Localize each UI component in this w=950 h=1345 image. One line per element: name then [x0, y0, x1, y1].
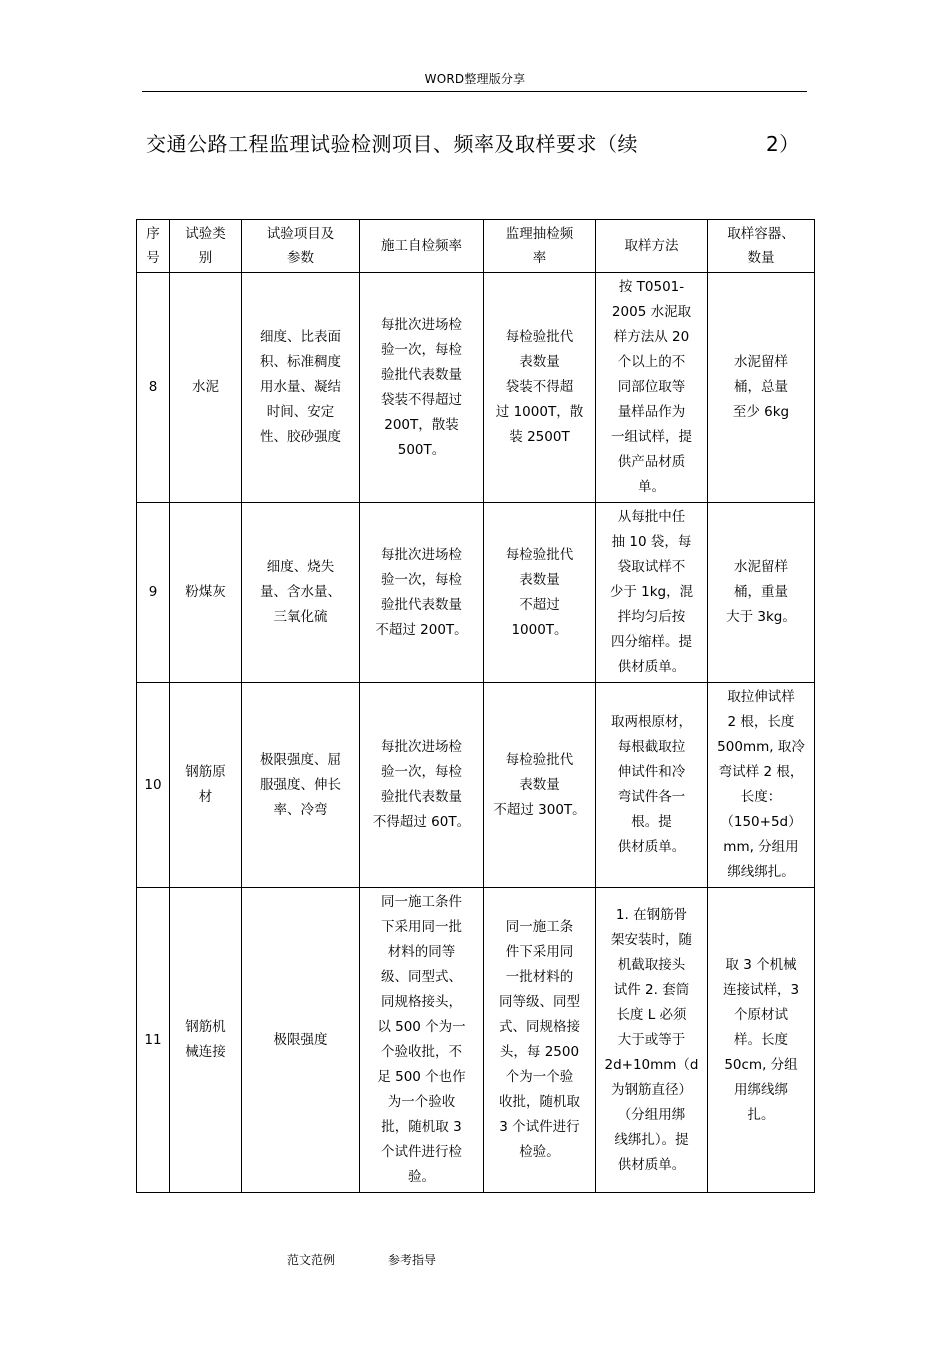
- col-header-category: 试验类 别: [170, 220, 242, 273]
- cell-supervision-frequency: 每检验批代 表数量 不超过 300T。: [484, 683, 596, 888]
- col-header-container: 取样容器、 数量: [708, 220, 815, 273]
- cell-category: 粉煤灰: [170, 503, 242, 683]
- table-row: [137, 503, 815, 683]
- table-row: [137, 273, 815, 503]
- cell-params: 极限强度: [242, 888, 360, 1193]
- cell-sampling-method: 1. 在钢筋骨 架安装时，随 机截取接头 试件 2. 套筒 长度 L 必须 大于或等于 2d+10mm（d 为钢筋直径） （分组用绑 线绑扎）。提 供材质单。: [596, 888, 708, 1193]
- cell-sampling-method: 取两根原材， 每根截取拉 伸试件和冷 弯试件各一 根。提 供材质单。: [596, 683, 708, 888]
- document-title-suffix: 2）: [766, 132, 800, 156]
- cell-container: 取拉伸试样 2 根，长度 500mm, 取冷 弯试样 2 根， 长度： （150+5d） mm, 分组用 绑线绑扎。: [708, 683, 815, 888]
- cell-container: 取 3 个机械 连接试样，3 个原材试 样。长度 50cm, 分组 用绑线绑 扎。: [708, 888, 815, 1193]
- col-header-params: 试验项目及 参数: [242, 220, 360, 273]
- cell-self-frequency: 每批次进场检 验一次，每检 验批代表数量 不超过 200T。: [360, 503, 484, 683]
- col-header-supervision-frequency: 监理抽检频 率: [484, 220, 596, 273]
- cell-params: 极限强度、屈 服强度、伸长 率、冷弯: [242, 683, 360, 888]
- cell-no: 8: [137, 273, 170, 503]
- cell-self-frequency: 每批次进场检 验一次，每检 验批代表数量 袋装不得超过 200T，散装 500T。: [360, 273, 484, 503]
- cell-category: 钢筋机 械连接: [170, 888, 242, 1193]
- footer-right-text: 参考指导: [388, 1253, 437, 1267]
- table-row: [137, 888, 815, 1193]
- footer-left-text: 范文范例: [287, 1253, 336, 1267]
- cell-sampling-method: 从每批中任 抽 10 袋，每 袋取试样不 少于 1kg，混 拌均匀后按 四分缩样。提 供材质单。: [596, 503, 708, 683]
- cell-no: 9: [137, 503, 170, 683]
- inspection-table: [136, 219, 815, 1193]
- cell-self-frequency: 同一施工条件 下采用同一批 材料的同等 级、同型式、 同规格接头， 以 500 个为一 个验收批，不 足 500 个也作 为一个验收 批，随机取 3 个试件进行检 验。: [360, 888, 484, 1193]
- cell-supervision-frequency: 同一施工条 件下采用同 一批材料的 同等级、同型 式、同规格接 头，每 2500 个为一个验 收批，随机取 3 个试件进行 检验。: [484, 888, 596, 1193]
- document-title: [146, 128, 800, 157]
- col-header-no: 序 号: [137, 220, 170, 273]
- col-header-self-frequency: 施工自检频率: [360, 220, 484, 273]
- header-divider: [142, 91, 807, 92]
- cell-supervision-frequency: 每检验批代 表数量 不超过 1000T。: [484, 503, 596, 683]
- table-header-row: [137, 220, 815, 273]
- cell-category: 水泥: [170, 273, 242, 503]
- cell-container: 水泥留样 桶，重量 大于 3kg。: [708, 503, 815, 683]
- document-title-main: 交通公路工程监理试验检测项目、频率及取样要求（续: [146, 132, 638, 156]
- cell-no: 11: [137, 888, 170, 1193]
- cell-params: 细度、烧失 量、含水量、 三氧化硫: [242, 503, 360, 683]
- table-row: [137, 683, 815, 888]
- cell-no: 10: [137, 683, 170, 888]
- cell-self-frequency: 每批次进场检 验一次，每检 验批代表数量 不得超过 60T。: [360, 683, 484, 888]
- page-header-text: WORD整理版分享: [424, 72, 526, 86]
- cell-sampling-method: 按 T0501- 2005 水泥取 样方法从 20 个以上的不 同部位取等 量样品作为 一组试样，提 供产品材质 单。: [596, 273, 708, 503]
- cell-container: 水泥留样 桶，总量 至少 6kg: [708, 273, 815, 503]
- cell-category: 钢筋原 材: [170, 683, 242, 888]
- col-header-sampling-method: 取样方法: [596, 220, 708, 273]
- cell-params: 细度、比表面 积、标准稠度 用水量、凝结 时间、安定 性、胶砂强度: [242, 273, 360, 503]
- cell-supervision-frequency: 每检验批代 表数量 袋装不得超 过 1000T，散 装 2500T: [484, 273, 596, 503]
